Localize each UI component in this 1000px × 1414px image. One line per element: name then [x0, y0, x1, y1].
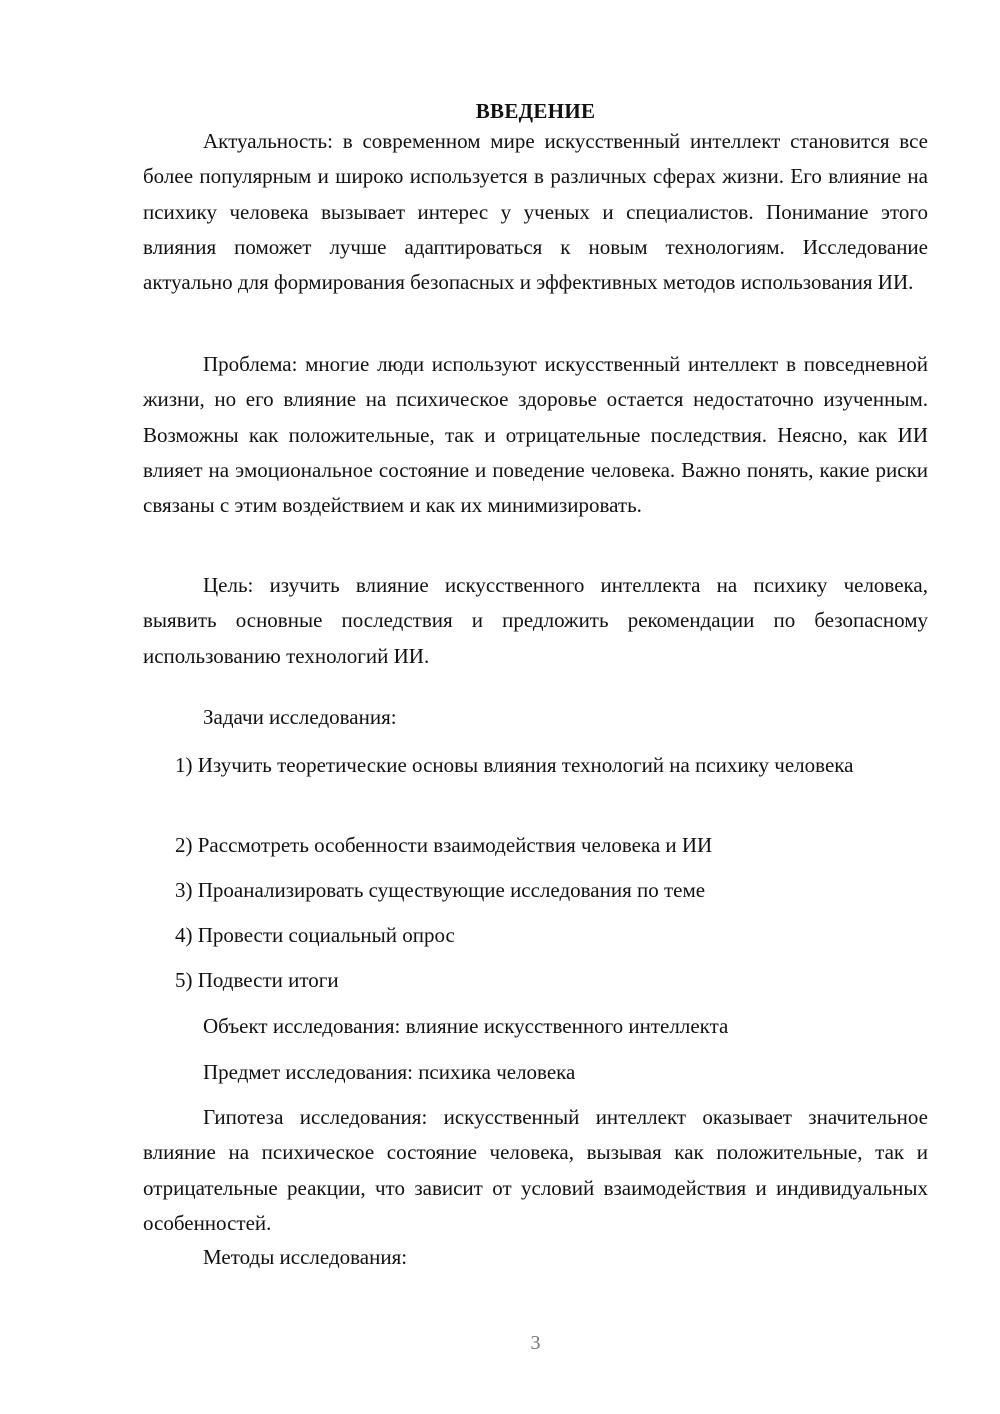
paragraph-object: Объект исследования: влияние искусственного интеллекта — [203, 1014, 729, 1038]
paragraph-relevance: Актуальность: в современном мире искусственный интеллект становится все более популярным и широко используется в различных сферах жизни. Его влияние на психику человека вызывает интерес у ученых и специалистов. Понимание этого влияния поможет лучше адаптироваться к новым технологиям. Исследование актуально для формирования безопасных и эффективных методов использования ИИ. — [143, 129, 928, 295]
task-item-2: 2) Рассмотреть особенности взаимодействия человека и ИИ — [175, 833, 713, 857]
paragraph-goal: Цель: изучить влияние искусственного интеллекта на психику человека, выявить основные последствия и предложить рекомендации по безопасному использованию технологий ИИ. — [143, 573, 928, 668]
methods-heading: Методы исследования: — [203, 1245, 408, 1269]
task-item-4: 4) Провести социальный опрос — [175, 923, 455, 947]
task-item-3: 3) Проанализировать существующие исследования по теме — [175, 878, 706, 902]
section-title: ВВЕДЕНИЕ — [475, 99, 596, 123]
task-item-1: 1) Изучить теоретические основы влияния технологий на психику человека — [175, 753, 854, 777]
paragraph-subject: Предмет исследования: психика человека — [203, 1060, 576, 1084]
page-number: 3 — [530, 1332, 541, 1354]
paragraph-hypothesis: Гипотеза исследования: искусственный интеллект оказывает значительное влияние на психическое состояние человека, вызывая как положительные, так и отрицательные реакции, что зависит от условий взаимодействия и индивидуальных особенностей. — [143, 1105, 928, 1235]
paragraph-problem: Проблема: многие люди используют искусственный интеллект в повседневной жизни, но его влияние на психическое здоровье остается недостаточно изученным. Возможны как положительные, так и отрицательные последствия. Неясно, как ИИ влияет на эмоциональное состояние и поведение человека. Важно понять, какие риски связаны с этим воздействием и как их минимизировать. — [143, 352, 928, 518]
tasks-heading: Задачи исследования: — [203, 705, 397, 729]
task-item-5: 5) Подвести итоги — [175, 968, 339, 992]
